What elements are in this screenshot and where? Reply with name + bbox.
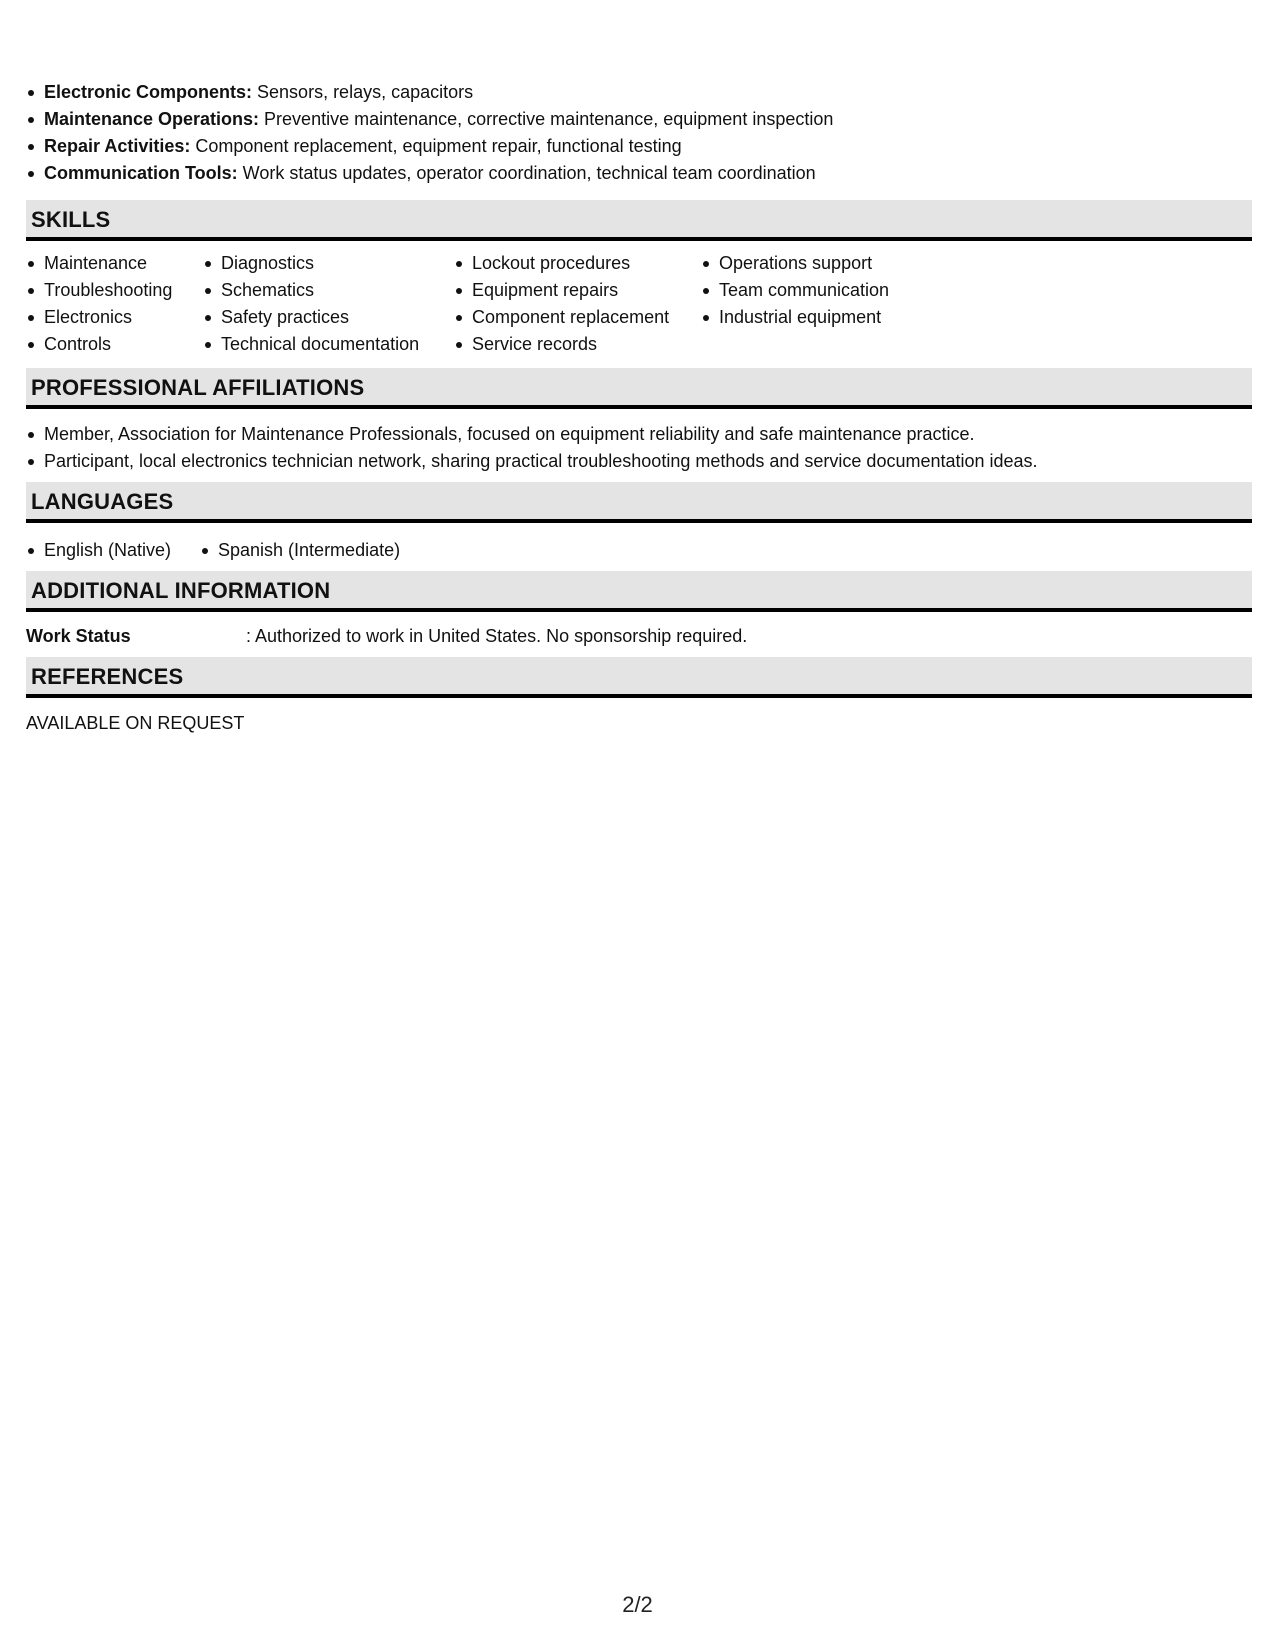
skill-item: Component replacement [454,304,669,331]
skill-item: Technical documentation [203,331,419,358]
item-text: Component replacement, equipment repair, functional testing [190,136,682,156]
additional-info-section-header [26,571,1252,612]
skills-columns [26,250,1252,360]
skill-item: Lockout procedures [454,250,669,277]
affiliation-item: Member, Association for Maintenance Professionals, focused on equipment reliability and safe maintenance practice. [26,421,1038,448]
work-status-row [26,623,1252,650]
page-number: 2/2 [622,1592,653,1617]
skills-column [203,250,419,358]
section-title: PROFESSIONAL AFFILIATIONS [31,375,365,400]
references-text: AVAILABLE ON REQUEST [26,713,245,733]
skill-item: Maintenance [26,250,172,277]
list-item [26,79,833,106]
skills-column [454,250,669,358]
skill-item: Team communication [701,277,889,304]
skills-section-header [26,200,1252,241]
section-title: REFERENCES [31,664,184,689]
languages-section-header [26,482,1252,523]
language-item: Spanish (Intermediate) [200,537,400,564]
section-title: LANGUAGES [31,489,174,514]
skill-item: Operations support [701,250,889,277]
skills-column [701,250,889,331]
skill-item: Troubleshooting [26,277,172,304]
language-item: English (Native) [26,537,171,564]
language-column [200,537,400,564]
skill-item: Industrial equipment [701,304,889,331]
skill-item: Controls [26,331,172,358]
skills-column [26,250,172,358]
item-label: Repair Activities: [44,136,191,156]
skill-item: Diagnostics [203,250,419,277]
list-item [26,106,833,133]
work-status-value: : Authorized to work in United States. No sponsorship required. [246,626,748,646]
section-title: ADDITIONAL INFORMATION [31,578,331,603]
item-label: Maintenance Operations: [44,109,260,129]
skill-item: Electronics [26,304,172,331]
affiliation-item: Participant, local electronics technician network, sharing practical troubleshooting methods and service documentation ideas. [26,448,1038,475]
item-label: Electronic Components: [44,82,253,102]
item-label: Communication Tools: [44,163,238,183]
skill-item: Service records [454,331,669,358]
language-column [26,537,171,564]
affiliations-list [26,421,1038,475]
list-item [26,160,833,187]
experience-detail-list [26,79,833,187]
skill-item: Schematics [203,277,419,304]
work-status-label: Work Status [26,626,131,646]
item-text: Sensors, relays, capacitors [252,82,474,102]
item-text: Preventive maintenance, corrective maintenance, equipment inspection [259,109,834,129]
references-section-header [26,657,1252,698]
section-title: SKILLS [31,207,111,232]
item-text: Work status updates, operator coordination, technical team coordination [237,163,816,183]
skill-item: Equipment repairs [454,277,669,304]
skill-item: Safety practices [203,304,419,331]
list-item [26,133,833,160]
affiliations-section-header [26,368,1252,409]
